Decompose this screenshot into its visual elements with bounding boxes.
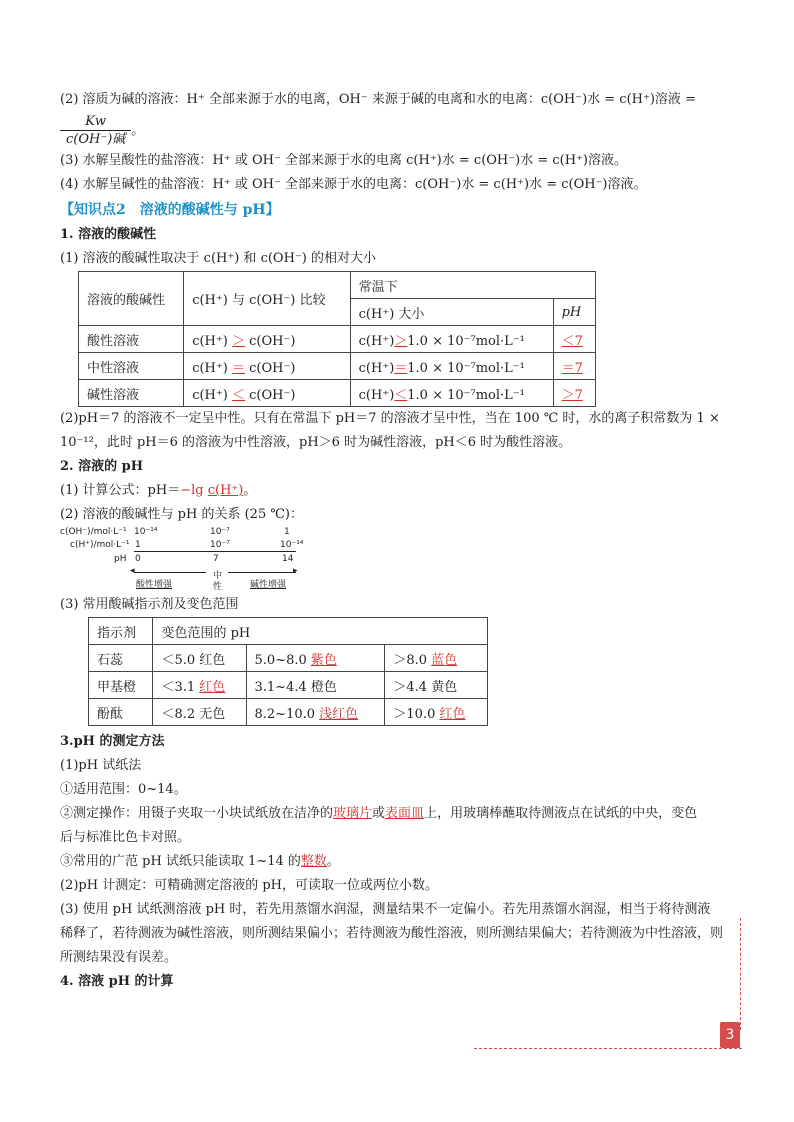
range-high: ＞4.4 黄色 xyxy=(385,672,488,699)
row-compare: c(H⁺) ＞ c(OH⁻) xyxy=(184,326,350,353)
measure-p3-3: 所测结果没有误差。 xyxy=(60,950,178,965)
scale-neutral-1: 中 xyxy=(213,571,223,581)
table-row xyxy=(79,326,596,353)
row-name: 碱性溶液 xyxy=(79,380,184,407)
measure-p3-1: (3) 使用 pH 试纸测溶液 pH 时，若先用蒸馏水润湿，测量结果不一定偏小。若先用蒸馏水润湿，相当于将待测液 xyxy=(60,902,711,917)
table-row xyxy=(89,699,488,726)
scale-oh-val: 10⁻⁷ xyxy=(210,527,230,537)
row-concentration: c(H⁺)＜1.0 × 10⁻⁷mol·L⁻¹ xyxy=(350,380,553,407)
scale-ph-val: 7 xyxy=(213,554,219,564)
acid-arrow xyxy=(134,572,206,573)
row-ph: ＞7 xyxy=(553,380,595,407)
arrow-left-icon: ◂ xyxy=(130,566,135,576)
scale-h-val: 1 xyxy=(135,540,141,550)
row-name: 酸性溶液 xyxy=(79,326,184,353)
header-acidity: 溶液的酸碱性 xyxy=(79,272,184,326)
intro-p2-fraction-line: $\frac{Kw}{\text{c(OH⁻)碱}}$ 。 xyxy=(60,112,740,149)
range-mid: 5.0~8.0 紫色 xyxy=(246,645,385,672)
range-header: 变色范围的 pH xyxy=(153,618,488,645)
measure-p1c: ③常用的广范 pH 试纸只能读取 1~14 的整数。 xyxy=(60,854,340,869)
indicator-name: 石蕊 xyxy=(89,645,153,672)
indicator-table xyxy=(88,617,488,726)
table-row xyxy=(89,645,488,672)
scale-h-val: 10⁻⁷ xyxy=(210,540,230,550)
acidity-table xyxy=(78,271,596,407)
intro-p2 xyxy=(60,88,740,112)
ph-scale-diagram xyxy=(60,527,320,593)
intro-p4: (4) 水解呈碱性的盐溶液：H⁺ 或 OH⁻ 全部来源于水的电离：c(OH⁻)水 = c(H⁺)水 = c(OH⁻)溶液。 xyxy=(60,177,647,192)
range-low: ＜8.2 无色 xyxy=(153,699,246,726)
range-high: ＞10.0 红色 xyxy=(385,699,488,726)
measure-p2: (2)pH 计测定：可精确测定溶液的 pH，可读取一位或两位小数。 xyxy=(60,878,438,893)
row-compare: c(H⁺) ＝ c(OH⁻) xyxy=(184,353,350,380)
table-row xyxy=(79,380,596,407)
row-concentration: c(H⁺)＞1.0 × 10⁻⁷mol·L⁻¹ xyxy=(350,326,553,353)
measure-p1a: ①适用范围：0~14。 xyxy=(60,782,187,797)
scale-ph-label: pH xyxy=(114,554,127,564)
header-room-temp: 常温下 xyxy=(350,272,595,299)
scale-acid-label: 酸性增强 xyxy=(136,580,173,590)
page-number: 3 xyxy=(720,1022,740,1048)
measure-p1: (1)pH 试纸法 xyxy=(60,758,142,773)
intro-p3: (3) 水解呈酸性的盐溶液：H⁺ 或 OH⁻ 全部来源于水的电离 c(H⁺)水 = c(OH⁻)水 = c(H⁺)溶液。 xyxy=(60,153,627,168)
acidity-note-2: 10⁻¹²，此时 pH＝6 的溶液为中性溶液，pH＞6 时为碱性溶液，pH＜6 时为酸性溶液。 xyxy=(60,435,572,450)
row-name: 中性溶液 xyxy=(79,353,184,380)
measure-p1b: ②测定操作：用镊子夹取一小块试纸放在洁净的玻璃片或表面皿上，用玻璃棒蘸取待测液点在试纸的中央，变色 xyxy=(60,806,698,821)
heading-measure: 3.pH 的测定方法 xyxy=(60,734,165,749)
header-concentration: c(H⁺) 大小 xyxy=(350,299,553,326)
scale-oh-val: 1 xyxy=(284,527,290,537)
acidity-note-1: (2)pH＝7 的溶液不一定呈中性。只有在常温下 pH＝7 的溶液才呈中性，当在 100 ℃ 时，水的离子积常数为 1 × xyxy=(60,411,720,426)
range-high: ＞8.0 蓝色 xyxy=(385,645,488,672)
range-mid: 8.2~10.0 浅红色 xyxy=(246,699,385,726)
indicator-header: 指示剂 xyxy=(89,618,153,645)
fraction-denominator: c(OH⁻)碱 xyxy=(66,132,126,147)
scale-ph-val: 14 xyxy=(282,554,294,564)
row-ph: ＜7 xyxy=(553,326,595,353)
table-row xyxy=(79,353,596,380)
header-compare: c(H⁺) 与 c(OH⁻) 比较 xyxy=(184,272,350,326)
ph-formula: (1) 计算公式：pH＝−lg c(H⁺)。 xyxy=(60,483,257,498)
heading-ph: 2. 溶液的 pH xyxy=(60,459,143,474)
section-title: 【知识点2 溶液的酸碱性与 pH】 xyxy=(60,202,280,218)
range-low: ＜3.1 红色 xyxy=(153,672,246,699)
heading-calc: 4. 溶液 pH 的计算 xyxy=(60,974,174,989)
kw-fraction xyxy=(60,114,131,149)
indicator-name: 甲基橙 xyxy=(89,672,153,699)
row-ph: ＝7 xyxy=(553,353,595,380)
indicator-title: (3) 常用酸碱指示剂及变色范围 xyxy=(60,597,239,612)
scale-base-label: 碱性增强 xyxy=(250,580,287,590)
range-low: ＜5.0 红色 xyxy=(153,645,246,672)
heading-acidity: 1. 溶液的酸碱性 xyxy=(60,227,157,242)
ph-relation: (2) 溶液的酸碱性与 pH 的关系 (25 ℃)： xyxy=(60,507,303,522)
row-concentration: c(H⁺)＝1.0 × 10⁻⁷mol·L⁻¹ xyxy=(350,353,553,380)
scale-h-val: 10⁻¹⁴ xyxy=(280,540,304,550)
page-border-dashed-horizontal xyxy=(474,1048,742,1049)
measure-p3-2: 稀释了，若待测液为碱性溶液，则所测结果偏小；若待测液为酸性溶液，则所测结果偏大；若待测液为中性溶液，则 xyxy=(60,926,724,941)
header-ph: pH xyxy=(553,299,595,326)
acidity-intro: (1) 溶液的酸碱性取决于 c(H⁺) 和 c(OH⁻) 的相对大小 xyxy=(60,251,376,266)
row-compare: c(H⁺) ＜ c(OH⁻) xyxy=(184,380,350,407)
indicator-name: 酚酞 xyxy=(89,699,153,726)
fraction-numerator: Kw xyxy=(60,114,131,131)
intro-p2-text: (2) 溶质为碱的溶液：H⁺ 全部来源于水的电离，OH⁻ 来源于碱的电离和水的电离：c(OH⁻)水 = c(H⁺)溶液 = xyxy=(60,92,696,107)
measure-p1b-cont: 后与标准比色卡对照。 xyxy=(60,830,191,845)
document-body xyxy=(60,88,740,994)
page-border-dashed-vertical xyxy=(740,918,741,1030)
range-mid: 3.1~4.4 橙色 xyxy=(246,672,385,699)
scale-axis-line xyxy=(134,551,296,552)
table-row xyxy=(89,672,488,699)
base-arrow xyxy=(228,572,296,573)
scale-ph-val: 0 xyxy=(135,554,141,564)
scale-oh-label: c(OH⁻)/mol·L⁻¹ xyxy=(60,527,127,537)
arrow-right-icon: ▸ xyxy=(293,566,298,576)
scale-oh-val: 10⁻¹⁴ xyxy=(134,527,158,537)
scale-neutral-2: 性 xyxy=(213,582,223,592)
scale-h-label: c(H⁺)/mol·L⁻¹ xyxy=(70,540,130,550)
